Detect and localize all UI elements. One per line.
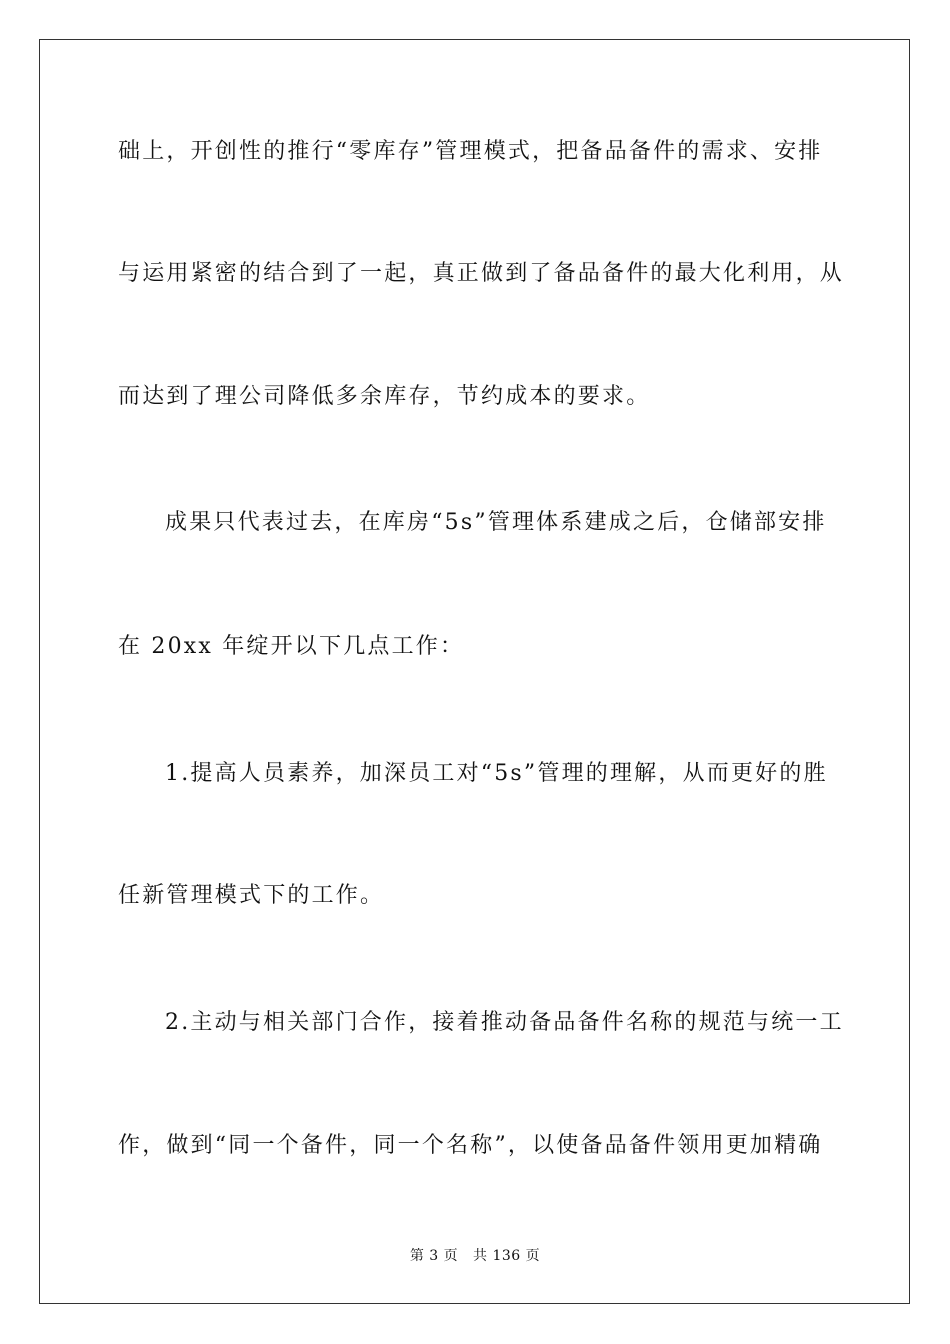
body-text-line-5: 在 20xx 年绽开以下几点工作： (118, 634, 465, 659)
body-text-line-7: 任新管理模式下的工作。 (118, 883, 385, 908)
body-text-line-1: 础上，开创性的推行“零库存”管理模式，把备品备件的需求、安排 (118, 139, 823, 164)
page-number-footer: 第 3 页 共 136 页 (409, 1248, 541, 1264)
body-text-line-6: 1.提高人员素养，加深员工对“5s”管理的理解，从而更好的胜 (165, 761, 828, 786)
body-text-line-4: 成果只代表过去，在库房“5s”管理体系建成之后，仓储部安排 (165, 510, 827, 535)
body-text-line-3: 而达到了理公司降低多余库存，节约成本的要求。 (118, 384, 651, 409)
page-border (39, 39, 910, 1304)
body-text-line-8: 2.主动与相关部门合作，接着推动备品备件名称的规范与统一工 (165, 1010, 844, 1035)
body-text-line-2: 与运用紧密的结合到了一起，真正做到了备品备件的最大化利用，从 (118, 261, 845, 286)
body-text-line-9: 作，做到“同一个备件，同一个名称”，以使备品备件领用更加精确 (118, 1133, 823, 1158)
